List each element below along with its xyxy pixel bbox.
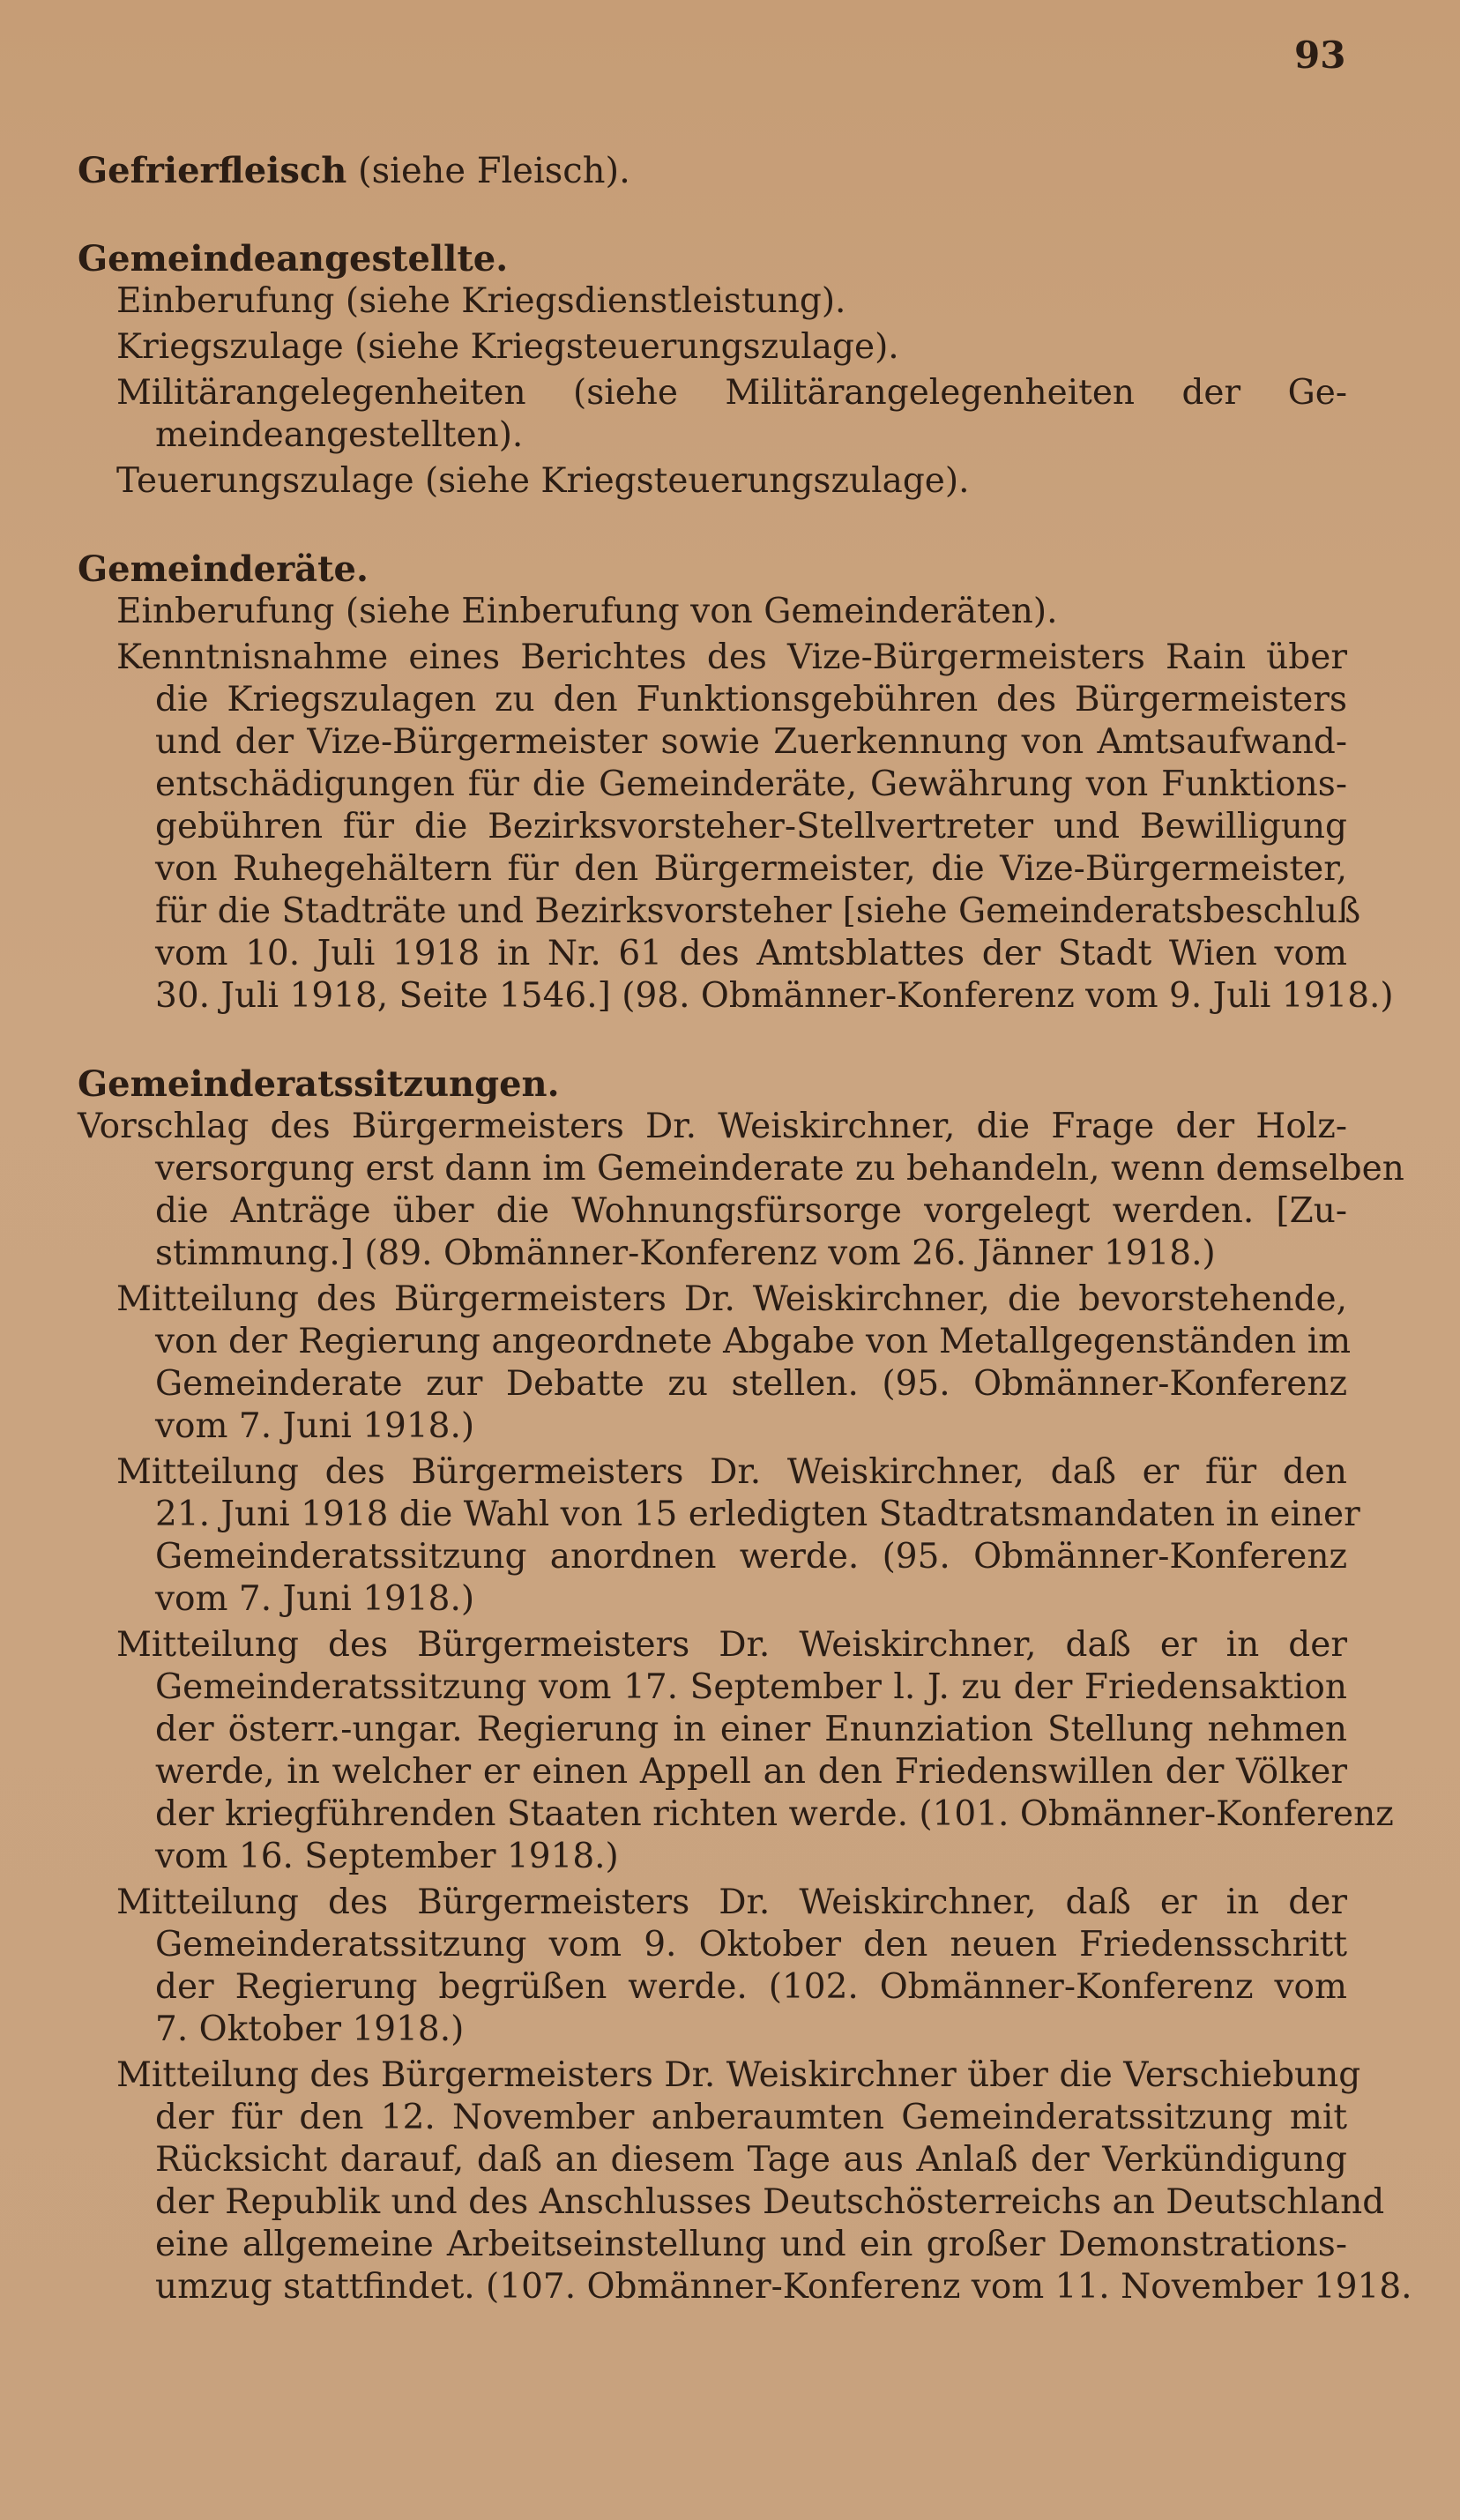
index-item: [78, 1106, 1404, 1275]
item-line: vom 16. September 1918.): [155, 1837, 619, 1876]
item-line: vom 7. Juni 1918.): [155, 1579, 475, 1619]
index-item: [78, 372, 1347, 457]
item-line: Gemeinderatssitzung vom 17. September l. J. zu der Friedensaktion: [155, 1667, 1347, 1707]
item-line: vom 10. Juli 1918 in Nr. 61 des Amtsblattes der Stadt Wien vom: [155, 934, 1347, 973]
section-gap: [78, 192, 1347, 238]
item-line: der Republik und des Anschlusses Deutschösterreichs an Deutschland: [155, 2182, 1385, 2222]
entry-heading-text: Gemeinderäte.: [78, 548, 369, 590]
item-line: der kriegführenden Staaten richten werde. (101. Obmänner-Konferenz: [155, 1794, 1394, 1834]
item-line: der für den 12. November anberaumten Gemeinderatssitzung mit: [155, 2098, 1347, 2137]
index-item: [78, 460, 1347, 503]
item-line: Gemeinderatssitzung anordnen werde. (95. Obmänner-Konferenz: [155, 1537, 1347, 1577]
page-number: 93: [1294, 34, 1346, 77]
item-line: Gemeinderate zur Debatte zu stellen. (95. Obmänner-Konferenz: [155, 1364, 1347, 1404]
item-line: Mitteilung des Bürgermeisters Dr. Weiskirchner, die bevorstehende,: [116, 1279, 1347, 1319]
item-line: der Regierung begrüßen werde. (102. Obmänner-Konferenz vom: [155, 1967, 1347, 2007]
item-line: die Anträge über die Wohnungsfürsorge vorgelegt werden. [Zu-: [155, 1191, 1347, 1231]
item-line: meindeangestellten).: [155, 415, 524, 455]
item-line: Teuerungszulage (siehe Kriegsteuerungszulage).: [116, 461, 970, 501]
item-line: für die Stadträte und Bezirksvorsteher [siehe Gemeinderatsbeschluß: [155, 891, 1361, 931]
index-item: [78, 637, 1394, 1018]
item-line: Vorschlag des Bürgermeisters Dr. Weiskirchner, die Frage der Holz-: [78, 1107, 1347, 1146]
item-line: Rücksicht darauf, daß an diesem Tage aus Anlaß der Verkündigung: [155, 2140, 1347, 2180]
item-line: gebühren für die Bezirksvorsteher-Stellvertreter und Bewilligung: [155, 807, 1347, 846]
item-line: Kenntnisnahme eines Berichtes des Vize-Bürgermeisters Rain über: [116, 637, 1347, 677]
item-line: von Ruhegehältern für den Bürgermeister, die Vize-Bürgermeister,: [155, 849, 1347, 889]
item-line: 21. Juni 1918 die Wahl von 15 erledigten Stadtratsmandaten in einer: [155, 1495, 1360, 1534]
entry-heading-suffix: (siehe Fleisch).: [346, 151, 630, 191]
item-line: entschädigungen für die Gemeinderäte, Gewährung von Funktions-: [155, 764, 1347, 804]
item-line: eine allgemeine Arbeitseinstellung und ein großer Demonstrations-: [155, 2225, 1347, 2264]
index-item: [78, 1882, 1347, 2051]
item-line: Gemeinderatssitzung vom 9. Oktober den neuen Friedensschritt: [155, 1925, 1347, 1965]
item-line: versorgung erst dann im Gemeinderate zu behandeln, wenn demselben: [155, 1149, 1404, 1189]
section-gap: [78, 503, 1347, 548]
item-line: Einberufung (siehe Einberufung von Gemeinderäten).: [116, 592, 1058, 631]
item-line: stimmung.] (89. Obmänner-Konferenz vom 26. Jänner 1918.): [155, 1234, 1216, 1273]
item-line: 7. Oktober 1918.): [155, 2009, 465, 2049]
item-line: von der Regierung angeordnete Abgabe von Metallgegenständen im: [155, 1322, 1352, 1361]
item-line: 30. Juli 1918, Seite 1546.] (98. Obmänner-Konferenz vom 9. Juli 1918.): [155, 976, 1394, 1016]
entry-heading: [78, 238, 1347, 280]
item-line: vom 7. Juni 1918.): [155, 1406, 475, 1446]
item-line: Kriegszulage (siehe Kriegsteuerungszulage).: [116, 327, 899, 367]
item-line: Mitteilung des Bürgermeisters Dr. Weiskirchner, daß er in der: [116, 1625, 1347, 1665]
item-line: Mitteilung des Bürgermeisters Dr. Weiskirchner, daß er in der: [116, 1883, 1347, 1922]
item-line: Einberufung (siehe Kriegsdienstleistung).: [116, 281, 846, 321]
entry-heading-text: Gefrierfleisch: [78, 150, 347, 191]
entry-heading-text: Gemeinderatssitzungen.: [78, 1063, 560, 1105]
item-line: der österr.-ungar. Regierung in einer Enunziation Stellung nehmen: [155, 1710, 1347, 1749]
item-line: werde, in welcher er einen Appell an den Friedenswillen der Völker: [155, 1752, 1347, 1792]
index-item: [78, 280, 1347, 323]
index-item: [78, 1624, 1394, 1878]
index-item: [78, 591, 1347, 633]
item-line: und der Vize-Bürgermeister sowie Zuerkennung von Amtsaufwand-: [155, 722, 1347, 762]
entry-heading: [78, 1063, 1347, 1106]
item-line: die Kriegszulagen zu den Funktionsgebühren des Bürgermeisters: [155, 680, 1347, 719]
item-line: umzug stattfindet. (107. Obmänner-Konferenz vom 11. November 1918.: [155, 2267, 1412, 2307]
item-line: Mitteilung des Bürgermeisters Dr. Weiskirchner, daß er für den: [116, 1452, 1347, 1492]
index-item: [78, 326, 1347, 369]
entry-heading-text: Gemeindeangestellte.: [78, 238, 509, 280]
entry-heading: [78, 150, 1347, 192]
entry-heading: [78, 548, 1347, 591]
item-line: Militärangelegenheiten (siehe Militärangelegenheiten der Ge-: [116, 373, 1347, 413]
item-line: Mitteilung des Bürgermeisters Dr. Weiskirchner über die Verschiebung: [116, 2055, 1361, 2095]
index-item: [78, 1279, 1352, 1448]
index-item: [78, 2054, 1412, 2308]
index-item: [78, 1451, 1360, 1621]
index-column: [78, 150, 1412, 2308]
section-gap: [78, 1018, 1347, 1063]
